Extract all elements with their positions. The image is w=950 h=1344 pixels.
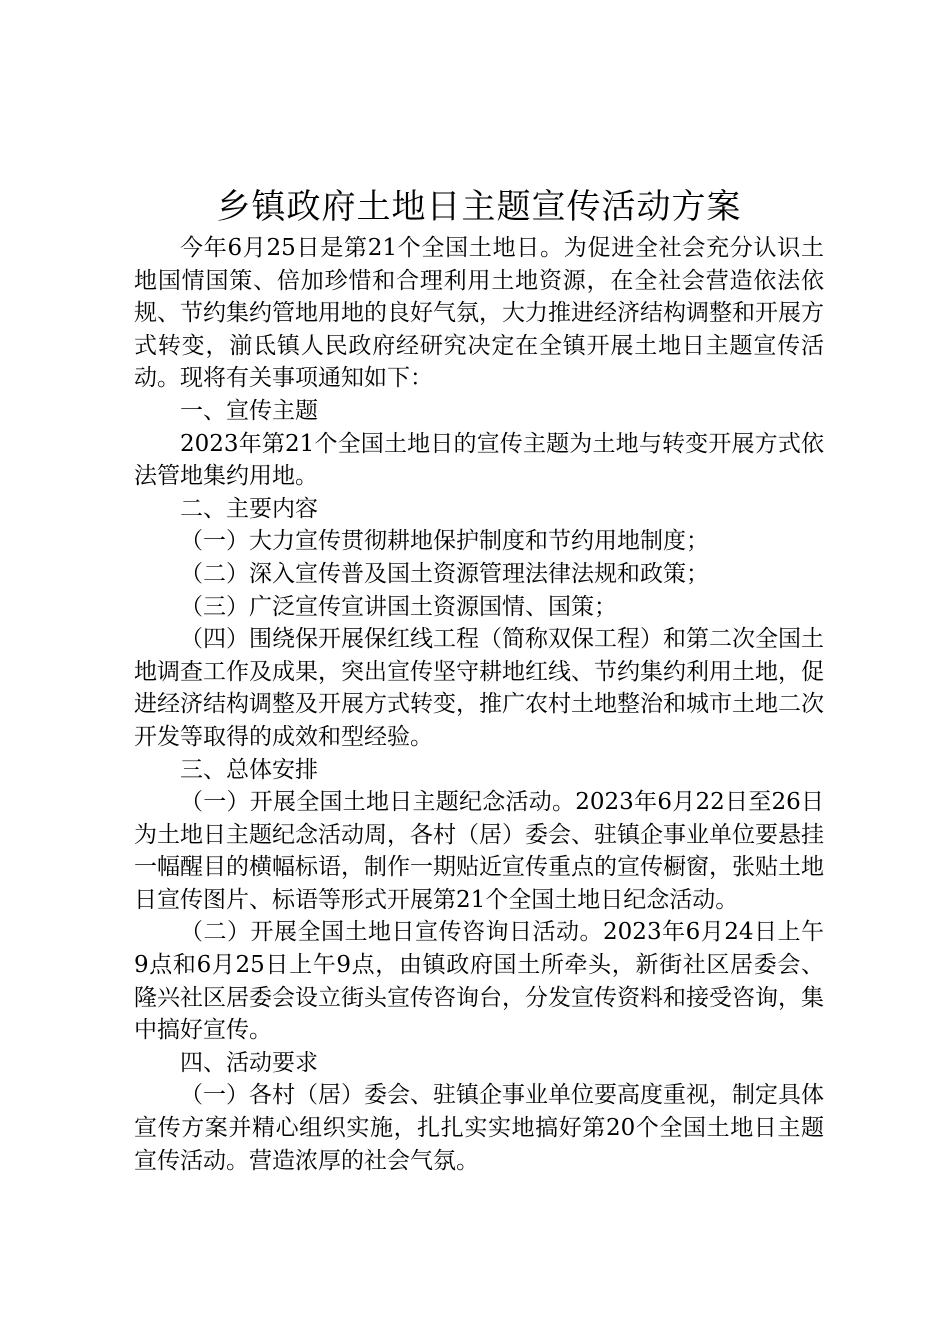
- arrangement-item-1: （一）开展全国土地日主题纪念活动。2023年6月22日至26日为土地日主题纪念活动周，各村（居）委会、驻镇企事业单位要悬挂一幅醒目的横幅标语，制作一期贴近宣传重点的宣传橱窗，张贴土地日宣传图片、标语等形式开展第21个全国土地日纪念活动。: [134, 789, 824, 913]
- theme-paragraph: 2023年第21个全国土地日的宣传主题为土地与转变开展方式依法管地集约用地。: [134, 430, 824, 490]
- document-title: 乡镇政府土地日主题宣传活动方案: [216, 187, 742, 227]
- arrangement-item-2: （二）开展全国土地日宣传咨询日活动。2023年6月24日上午9点和6月25日上午9点，由镇政府国土所牵头，新街社区居委会、隆兴社区居委会设立街头宣传咨询台，分发宣传资料和接受咨询，集中搞好宣传。: [134, 919, 824, 1044]
- section-heading-content: 二、主要内容: [180, 495, 318, 522]
- content-item-3: （三）广泛宣传宣讲国土资源国情、国策；: [180, 593, 617, 620]
- document-page: [134, 182, 824, 1177]
- section-heading-requirements: 四、活动要求: [180, 1049, 318, 1076]
- content-item-4: （四）围绕保开展保红线工程（简称双保工程）和第二次全国土地调查工作及成果，突出宣传坚守耕地红线、节约集约利用土地，促进经济结构调整及开展方式转变，推广农村土地整治和城市土地二次开发等取得的成效和型经验。: [134, 626, 824, 750]
- content-item-1: （一）大力宣传贯彻耕地保护制度和节约用地制度；: [180, 528, 709, 555]
- document-body: [134, 232, 824, 1177]
- content-item-2: （二）深入宣传普及国土资源管理法律法规和政策；: [180, 560, 709, 587]
- intro-paragraph: 今年6月25日是第21个全国土地日。为促进全社会充分认识土地国情国策、倍加珍惜和合理利用土地资源，在全社会营造依法依规、节约集约管地用地的良好气氛，大力推进经济结构调整和开展方式转变，湔氐镇人民政府经研究决定在全镇开展土地日主题宣传活动。现将有关事项通知如下：: [134, 235, 824, 392]
- section-heading-theme: 一、宣传主题: [180, 397, 318, 424]
- requirement-item-1: （一）各村（居）委会、驻镇企事业单位要高度重视，制定具体宣传方案并精心组织实施，扎扎实实地搞好第20个全国土地日主题宣传活动。营造浓厚的社会气氛。: [134, 1082, 824, 1174]
- section-heading-arrangement: 三、总体安排: [180, 756, 318, 783]
